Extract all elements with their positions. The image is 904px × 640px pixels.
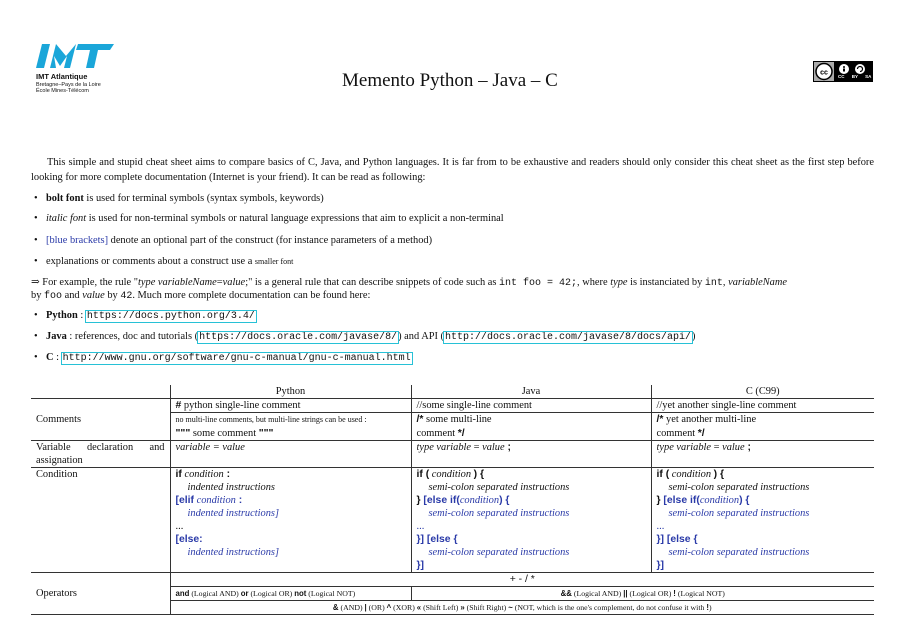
python-doc-link[interactable]: https://docs.python.org/3.4/: [86, 311, 255, 322]
py-logic-ops: and (Logical AND) or (Logical OR) not (Logical NOT): [170, 587, 411, 601]
cc-license-badge[interactable]: [813, 61, 873, 82]
intro-paragraph: This simple and stupid cheat sheet aims to compare basics of C, Java, and Python languages. It is far from to be exhaustive and readers should only consider this cheat sheet as the first step before looking for more complete documentation (Internet is your friend). It can be read as following:: [31, 157, 874, 183]
c-doc-item: • C : http://www.gnu.org/software/gnu-c-manual/gnu-c-manual.html: [46, 352, 412, 364]
py-single-comment: # python single-line comment: [170, 399, 411, 413]
example-line2: by foo and value by 42. Much more complete documentation can be found here:: [31, 290, 371, 302]
py-multiline-string: """ some comment """: [170, 427, 411, 441]
jc-logic-ops: && (Logical AND) || (Logical OR) ! (Logical NOT): [411, 587, 874, 601]
label-vardecl: Variable declaration and assignation: [31, 441, 170, 468]
c-vardecl: type variable = value ;: [651, 441, 874, 468]
page-title: Memento Python – Java – C: [342, 70, 558, 91]
logo-line3: École Mines-Télécom: [36, 87, 89, 94]
py-multiline-note: no multi-line comments, but multi-line strings can be used :: [170, 413, 411, 428]
java-condition: if ( condition ) { semi-colon separated instructions } [else if(condition) { semi-colon separated instructions ... }] [else { semi-colon separated instructions }]: [411, 468, 651, 573]
java-multi-2: comment */: [411, 427, 651, 441]
imt-logo-icon: [36, 44, 114, 68]
legend-bold: • bolt font is used for terminal symbols (syntax symbols, keywords): [46, 193, 324, 204]
bitwise-ops: & (AND) | (OR) ^ (XOR) « (Shift Left) » (Shift Right) ~ (NOT, which is the one's complement, do not confuse it with !): [170, 601, 874, 615]
c-doc-link[interactable]: http://www.gnu.org/software/gnu-c-manual/gnu-c-manual.html: [62, 353, 411, 364]
java-doc-link[interactable]: https://docs.oracle.com/javase/8/: [199, 332, 398, 343]
java-doc-item: • Java : references, doc and tutorials (https://docs.oracle.com/javase/8/) and API (http://docs.oracle.com/javase/8/docs/api/): [46, 331, 696, 343]
java-vardecl: type variable = value ;: [411, 441, 651, 468]
c-condition: if ( condition ) { semi-colon separated instructions } [else if(condition) { semi-colon separated instructions ... }] [else { semi-colon separated instructions }]: [651, 468, 874, 573]
row-vardecl: [31, 441, 874, 468]
logo-line2: Bretagne–Pays de la Loire: [36, 81, 101, 88]
header-python: Python: [170, 385, 411, 399]
c-single-comment: //yet another single-line comment: [651, 399, 874, 413]
header-java: Java: [411, 385, 651, 399]
comparison-table: [31, 385, 874, 615]
java-api-link[interactable]: http://docs.oracle.com/javase/8/docs/api/: [445, 332, 692, 343]
logo-name: IMT Atlantique: [36, 72, 88, 81]
label-comments: Comments: [31, 399, 170, 441]
row-operators-1: [31, 573, 874, 587]
ops-arith: + - / *: [170, 573, 874, 587]
java-multi-1: /* some multi-line: [411, 413, 651, 428]
svg-text:cc: cc: [820, 69, 828, 77]
py-condition: if condition : indented instructions [elif condition : indented instructions] ... [else: indented instructions]: [170, 468, 411, 573]
row-comments-1: [31, 399, 874, 413]
example-line1: ⇒ For example, the rule "type variableName=value;" is a general rule that can describe snippets of code such as int foo = 42;, where type is instanciated by int, variableName: [31, 277, 787, 289]
row-condition: [31, 468, 874, 573]
table-header-row: [31, 385, 874, 399]
c-multi-1: /* yet another multi-line: [651, 413, 874, 428]
label-condition: Condition: [31, 468, 170, 573]
legend-brackets: • [blue brackets] denote an optional part of the construct (for instance parameters of a method): [46, 235, 432, 246]
java-single-comment: //some single-line comment: [411, 399, 651, 413]
legend-italic: • italic font is used for non-terminal symbols or natural language expressions that aim to explicit a non-terminal: [46, 213, 504, 224]
header-c: C (C99): [651, 385, 874, 399]
imt-logo: [36, 44, 116, 92]
label-operators: Operators: [31, 573, 170, 615]
py-vardecl: variable = value: [170, 441, 411, 468]
legend-small: • explanations or comments about a construct use a smaller font: [46, 256, 293, 267]
python-doc-item: • Python : https://docs.python.org/3.4/: [46, 310, 256, 322]
cc-badge-text: CC BY SA: [838, 74, 872, 79]
c-multi-2: comment */: [651, 427, 874, 441]
